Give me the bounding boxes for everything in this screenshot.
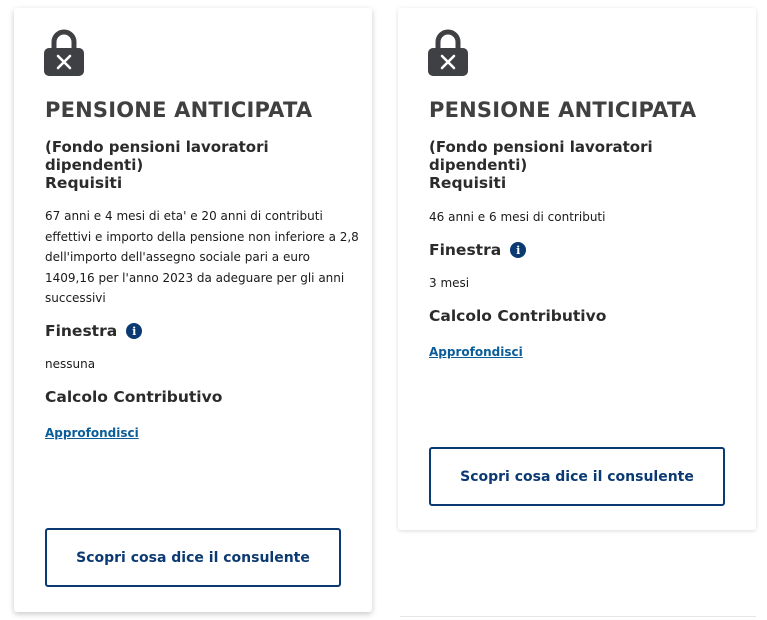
requisiti-line: 67 anni e 4 mesi di eta' e 20 anni di contributi bbox=[45, 209, 323, 223]
lock-closed-icon bbox=[44, 28, 84, 76]
requisiti-label: Requisiti bbox=[45, 174, 123, 192]
approfondisci-link[interactable]: Approfondisci bbox=[45, 426, 139, 440]
finestra-row bbox=[429, 241, 526, 259]
consulente-button[interactable]: Scopri cosa dice il consulente bbox=[45, 528, 341, 587]
finestra-value: nessuna bbox=[45, 357, 96, 371]
consulente-button[interactable]: Scopri cosa dice il consulente bbox=[429, 447, 725, 506]
approfondisci-link[interactable]: Approfondisci bbox=[429, 345, 523, 359]
requisiti-text bbox=[429, 207, 605, 228]
card-title: PENSIONE ANTICIPATA bbox=[45, 98, 313, 122]
finestra-value: 3 mesi bbox=[429, 276, 470, 290]
calcolo-label: Calcolo Contributivo bbox=[429, 307, 607, 325]
calcolo-label: Calcolo Contributivo bbox=[45, 388, 223, 406]
lock-closed-icon bbox=[428, 28, 468, 76]
pension-card-2 bbox=[398, 8, 756, 530]
finestra-row bbox=[45, 322, 142, 340]
finestra-label: Finestra bbox=[45, 322, 118, 340]
pension-card-1 bbox=[14, 8, 372, 612]
info-icon[interactable]: i bbox=[126, 323, 142, 339]
requisiti-text bbox=[45, 206, 359, 309]
info-icon[interactable]: i bbox=[510, 242, 526, 258]
next-card-edge bbox=[400, 616, 756, 617]
requisiti-line: 1409,16 per l'anno 2023 da adeguare per gli anni bbox=[45, 270, 345, 285]
requisiti-line: dell'importo dell'assegno sociale pari a euro bbox=[45, 250, 310, 264]
requisiti-label: Requisiti bbox=[429, 174, 507, 192]
requisiti-line: successivi bbox=[45, 291, 106, 305]
requisiti-line: 46 anni e 6 mesi di contributi bbox=[429, 210, 606, 224]
card-title: PENSIONE ANTICIPATA bbox=[429, 98, 697, 122]
requisiti-line: effettivi e importo della pensione non inferiore a 2,8 bbox=[45, 229, 359, 244]
finestra-label: Finestra bbox=[429, 241, 502, 259]
card-subtitle: (Fondo pensioni lavoratori dipendenti) bbox=[45, 138, 269, 174]
card-subtitle: (Fondo pensioni lavoratori dipendenti) bbox=[429, 138, 653, 174]
